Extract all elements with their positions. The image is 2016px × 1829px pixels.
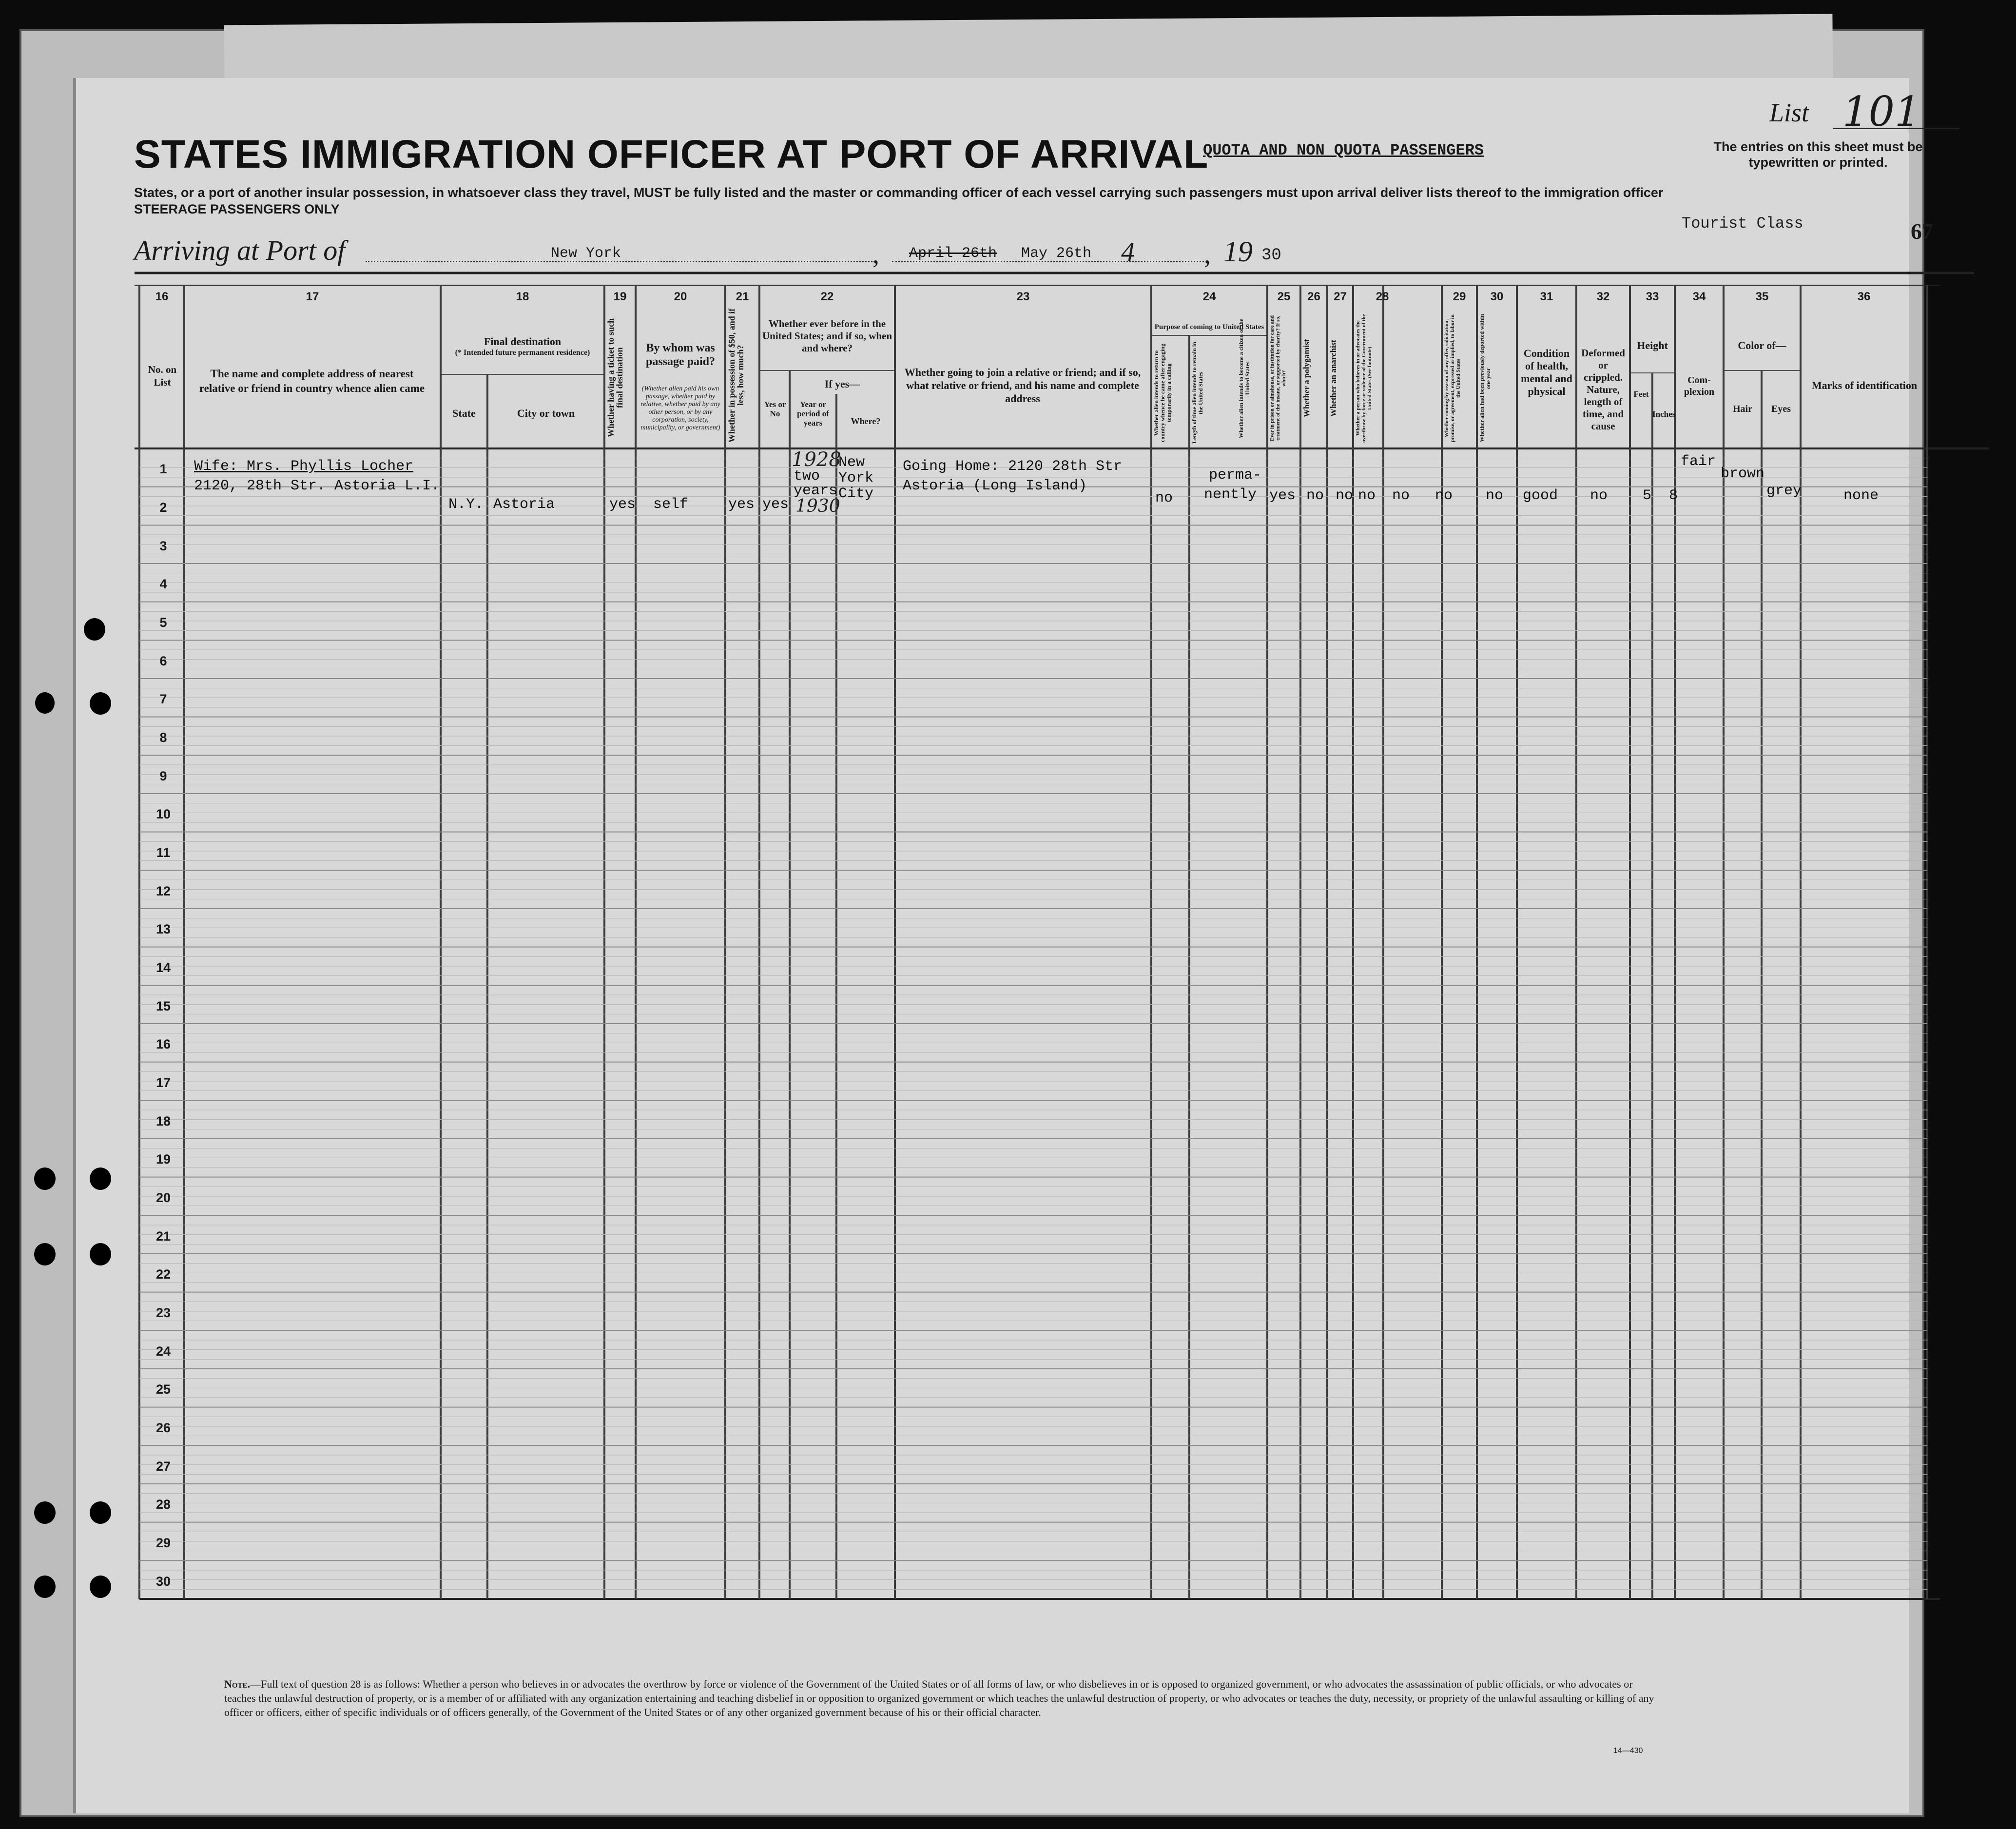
- row-number: 4: [159, 577, 167, 592]
- length-value: nently: [1204, 486, 1257, 503]
- header-final-destination: Final destination: [484, 335, 562, 348]
- row-number: 14: [155, 960, 171, 975]
- column-number: 28: [1376, 290, 1389, 303]
- header-nearest-relative: The name and complete address of nearest relative or friend in country whence alien came: [199, 368, 425, 394]
- column-number: 33: [1646, 290, 1659, 303]
- labor-value: no: [1435, 487, 1453, 504]
- header-ever-before: Whether ever before in the United States; and if so, when and where?: [762, 318, 892, 354]
- join-line: Going Home: 2120 28th Str: [903, 458, 1123, 475]
- steerage-label: STEERAGE PASSENGERS ONLY: [134, 202, 340, 216]
- header-deformed: Deformed or crippled. Nature, length of time, and cause: [1581, 347, 1625, 432]
- footnote: [224, 1677, 1657, 1719]
- column-number: 18: [516, 290, 529, 303]
- row-number: 15: [155, 998, 171, 1013]
- year-prefix: 19: [1223, 235, 1253, 268]
- column-number: 22: [820, 290, 834, 303]
- header-passage-paid-note: (Whether alien paid his own passage, whether paid by relative, whether paid by any other person, or by any corporation, society, municipality, or government): [640, 385, 720, 431]
- row-number: 10: [155, 807, 171, 822]
- money-value: yes: [728, 496, 755, 513]
- header-period: Year or period of years: [797, 400, 829, 428]
- column-number: 16: [155, 290, 169, 303]
- row-number: 22: [155, 1267, 171, 1282]
- complexion-value: fair: [1681, 453, 1716, 470]
- arriving-label: Arriving at Port of: [134, 234, 346, 266]
- destination-city: Astoria: [493, 496, 555, 513]
- header-feet: Feet: [1633, 389, 1649, 399]
- header-marks: Marks of identification: [1811, 379, 1918, 391]
- header-where: Where?: [851, 416, 881, 426]
- header-ticket: Whether having a ticket to such final destination: [606, 318, 624, 438]
- row-number: 17: [155, 1075, 171, 1090]
- row-number: 7: [159, 692, 167, 707]
- row-number: 8: [159, 730, 167, 745]
- header-join-relative: Whether going to join a relative or friend; and if so, what relative or friend, and his name and complete address: [904, 366, 1141, 405]
- row-number: 6: [159, 653, 167, 668]
- period-handwritten: 1928: [792, 448, 841, 471]
- health-value: good: [1523, 487, 1558, 504]
- date-value: May 26th: [1021, 245, 1092, 262]
- column-number: 26: [1307, 290, 1320, 303]
- header-health: Condition of health, mental and physical: [1521, 347, 1572, 397]
- header-if-yes: If yes—: [824, 378, 860, 390]
- height-feet: 5: [1643, 487, 1652, 504]
- column-number: 21: [736, 290, 749, 303]
- where-value: City: [838, 486, 874, 502]
- header-yes-no: Yes or No: [764, 400, 786, 418]
- polygamist-value: no: [1336, 487, 1354, 504]
- date-handwritten: 4: [1121, 237, 1135, 267]
- row-number: 21: [155, 1228, 171, 1244]
- header-hair: Hair: [1733, 404, 1752, 414]
- header-return-intent: Whether alien intends to return to country whence he came after engaging temporarily in a calling: [1153, 343, 1172, 443]
- row-number: 20: [155, 1190, 171, 1205]
- row-number: 19: [155, 1152, 171, 1167]
- header-inches: Inches: [1652, 409, 1676, 419]
- row-number: 1: [159, 462, 167, 477]
- row-number: 30: [155, 1574, 171, 1589]
- passage-value: self: [653, 496, 689, 513]
- row-number: 12: [155, 883, 171, 898]
- date-struck: April 26th: [909, 245, 997, 262]
- form-title: STATES IMMIGRATION OFFICER AT PORT OF ARRIVAL: [134, 132, 1209, 176]
- row-number: 3: [159, 538, 167, 553]
- form-number: 14—430: [1613, 1747, 1643, 1755]
- column-number: 29: [1453, 290, 1466, 303]
- header-final-destination-note: (* Intended future permanent residence): [455, 349, 590, 357]
- column-number: 35: [1755, 290, 1769, 303]
- header-anarchist: Whether an anarchist: [1329, 339, 1338, 417]
- comma: ,: [872, 239, 879, 270]
- header-labor-offer: Whether coming by reason of any offer, solicitation, promise, or agreement, expressed or implied, to labor in the United States: [1444, 314, 1461, 442]
- footnote-text: —Full text of question 28 is as follows: Whether a person who believes in or advocates the overthrow by force or violence of the Government of the United States or of all forms of law, or who disbelieves in or is opposed to organized government, or who advocates the assassination of public officials, or who advocates or teaches the unlawful destruction of property, or is a member of or affiliated with any organization entertaining and teaching disbelief in or opposition to organized government or which teaches the unlawful destruction of property, or who advocates or teaches the duty, necessity, or propriety of the unlawful assaulting or killing of any officer or officers, either of specific individuals or of officers generally, of the Government of the United States or of any other organized government because of his or their official character.: [224, 1678, 1654, 1718]
- column-number: 24: [1202, 290, 1216, 303]
- hair-value: brown: [1721, 466, 1765, 482]
- marks-value: none: [1843, 487, 1879, 504]
- header-no-on-list: No. on List: [148, 364, 177, 388]
- return-value: no: [1155, 490, 1173, 506]
- row-number: 11: [156, 845, 171, 860]
- row-number: 25: [155, 1382, 171, 1397]
- row-number: 5: [159, 615, 167, 630]
- year-suffix: 30: [1261, 246, 1281, 265]
- row-number: 29: [155, 1535, 171, 1550]
- instructions-line: States, or a port of another insular possession, in whatsoever class they travel, MUST be fully listed and the master or commanding officer of each vessel carrying such passengers must upon arrival deliver lists thereof to the immigration officer: [134, 185, 1664, 200]
- header-purpose: Purpose of coming to United States: [1154, 323, 1264, 331]
- row-number: 16: [155, 1037, 171, 1052]
- column-number: 34: [1692, 290, 1706, 303]
- row-number: 26: [155, 1420, 171, 1435]
- eyes-value: grey: [1766, 483, 1802, 499]
- header-overthrow: Whether a person who believes in or advocates the overthrow by force or violence of the Government of the United States (See footnote): [1355, 314, 1373, 443]
- header-height: Height: [1637, 339, 1668, 351]
- row-number: 28: [155, 1497, 171, 1512]
- column-number: 36: [1857, 290, 1871, 303]
- row-number: 9: [159, 768, 167, 783]
- ticket-value: yes: [609, 496, 636, 513]
- page-number: 67: [1911, 219, 1933, 244]
- length-value: perma-: [1209, 467, 1262, 484]
- where-value: New: [838, 454, 865, 471]
- header-eyes: Eyes: [1771, 404, 1791, 414]
- row-number: 13: [155, 922, 171, 937]
- header-color: Color of—: [1738, 339, 1786, 351]
- column-number: 19: [613, 290, 627, 303]
- deformed-value: no: [1590, 487, 1608, 504]
- header-citizen-intent: Whether alien intends to become a citizen of the United States: [1238, 318, 1251, 438]
- row-number: 27: [155, 1459, 171, 1474]
- quota-heading: QUOTA AND NON QUOTA PASSENGERS: [1203, 141, 1484, 159]
- column-number: 25: [1277, 290, 1291, 303]
- column-number: 30: [1490, 290, 1504, 303]
- column-number: 20: [674, 290, 687, 303]
- header-city: City or town: [517, 407, 575, 419]
- prison-value: no: [1306, 487, 1324, 504]
- tourist-class: Tourist Class: [1682, 214, 1803, 233]
- join-line: Astoria (Long Island): [903, 478, 1087, 494]
- entries-note: The entries on this sheet must be typewritten or printed.: [1713, 139, 1923, 170]
- row-number: 18: [155, 1113, 171, 1129]
- relative-name: Wife: Mrs. Phyllis Locher: [194, 458, 414, 475]
- overthrow-value: no: [1392, 487, 1410, 504]
- period-value: years: [794, 483, 838, 499]
- before-value: yes: [762, 496, 789, 513]
- row-number: 24: [155, 1343, 171, 1359]
- period-handwritten: 1930: [795, 496, 840, 516]
- citizen-value: yes: [1269, 487, 1296, 504]
- header-fifty-dollars: Whether in possession of $50, and if less, how much?: [727, 308, 745, 443]
- header-complexion: Com-plexion: [1684, 375, 1715, 397]
- row-number: 23: [155, 1305, 171, 1320]
- header-length-of-stay: Length of time alien intends to remain in the United States: [1191, 342, 1204, 444]
- height-inches: 8: [1669, 487, 1678, 504]
- where-value: York: [838, 470, 874, 486]
- deported-value: no: [1486, 487, 1504, 504]
- destination-state: N.Y.: [448, 496, 484, 513]
- period-value: two: [794, 468, 820, 485]
- anarchist-value: no: [1358, 487, 1376, 504]
- header-prison: Ever in prison or almshouse, or institution for care and treatment of the insane, or supported by charity? If so, which?: [1269, 315, 1287, 442]
- list-number: 101: [1842, 88, 1921, 136]
- header-state: State: [452, 407, 476, 419]
- relative-address: 2120, 28th Str. Astoria L.I.: [194, 478, 440, 494]
- column-number: 31: [1540, 290, 1553, 303]
- header-polygamist: Whether a polygamist: [1302, 339, 1311, 418]
- list-label: List: [1769, 98, 1809, 127]
- header-deported: Whether alien had been previously deported within one year: [1478, 314, 1492, 443]
- port-value: New York: [551, 245, 621, 262]
- column-number: 23: [1016, 290, 1030, 303]
- comma: ,: [1204, 239, 1211, 270]
- header-passage-paid: By whom was passage paid?: [645, 342, 716, 368]
- footnote-label: Note.: [224, 1678, 251, 1690]
- column-number: 27: [1334, 290, 1347, 303]
- column-number: 17: [306, 290, 319, 303]
- column-number: 32: [1596, 290, 1610, 303]
- row-number: 2: [159, 500, 167, 515]
